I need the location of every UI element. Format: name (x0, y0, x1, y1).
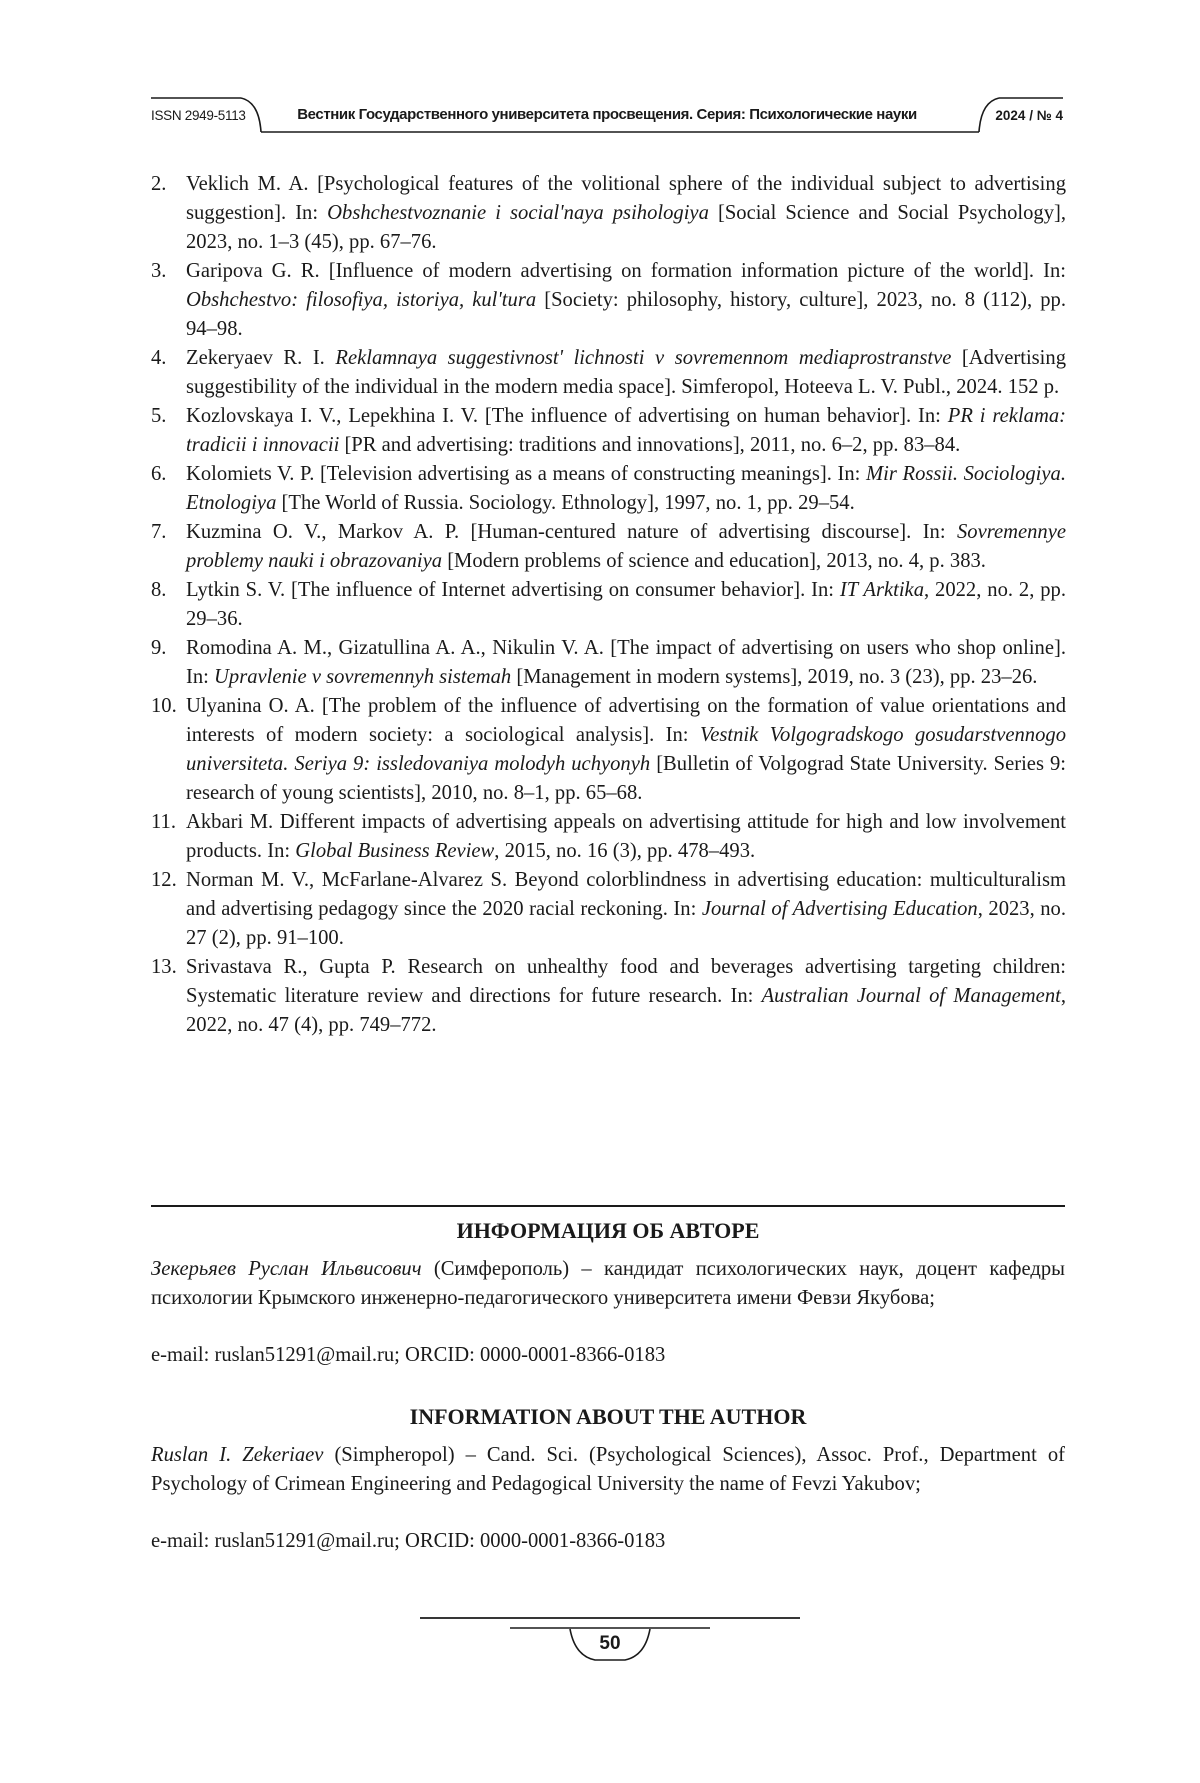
reference-text: Veklich M. A. [Psychological features of the volitional sphere of the individual subject to advertising suggestion]. In: (186, 173, 1066, 224)
reference-source: Sovremennye problemy nauki i obrazovaniya (186, 521, 1066, 572)
reference-text: Norman M. V., McFarlane-Alvarez S. Beyond colorblindness in advertising education: multiculturalism and advertising pedagogy since the 2020 racial reckoning. In: (186, 869, 1066, 920)
reference-item (151, 576, 1066, 634)
reference-source: Upravlenie v sovremennyh sistemah (214, 666, 512, 688)
running-header (151, 94, 1063, 138)
reference-text: Lytkin S. V. [The influence of Internet advertising on consumer behavior]. In: (186, 579, 840, 601)
reference-details: , 2022, no. 2, pp. 29–36. (186, 579, 1067, 630)
reference-item (151, 460, 1066, 518)
reference-item (151, 344, 1066, 402)
reference-item (151, 692, 1066, 808)
reference-details: [Modern problems of science and education], 2013, no. 4, p. 383. (442, 550, 986, 572)
reference-source: IT Arktika (839, 579, 924, 601)
page-footer (420, 1616, 800, 1676)
reference-details: [Society: philosophy, history, culture], 2023, no. 8 (112), pp. 94–98. (186, 289, 1067, 340)
reference-item (151, 257, 1066, 344)
reference-text: Srivastava R., Gupta P. Research on unhealthy food and beverages advertising targeting children: Systematic literature review and directions for future research. In: (186, 956, 1066, 1007)
reference-source: Journal of Advertising Education (701, 898, 978, 920)
reference-source: Global Business Review (295, 840, 495, 862)
reference-item (151, 808, 1066, 866)
reference-source: Vestnik Volgogradskogo gosudarstvennogo universiteta. Seriya 9: issledovaniya molodyh uchyonyh (186, 724, 1066, 775)
reference-source: Obshchestvo: filosofiya, istoriya, kul'tura (186, 289, 537, 311)
author-info-heading-en: INFORMATION ABOUT THE AUTHOR (409, 1404, 807, 1429)
reference-text: Kuzmina O. V., Markov A. P. [Human-centured nature of advertising discourse]. In: (186, 521, 957, 543)
reference-number: 4. (151, 347, 167, 369)
journal-title: Вестник Государственного университета просвещения. Серия: Психологические науки (297, 106, 917, 123)
reference-source: PR i reklama: tradicii i innovacii (186, 405, 1066, 456)
issn-label: ISSN 2949-5113 (151, 108, 246, 123)
reference-number: 5. (151, 405, 167, 427)
reference-text: Kozlovskaya I. V., Lepekhina I. V. [The influence of advertising on human behavior]. In: (186, 405, 948, 427)
reference-number: 3. (151, 260, 167, 282)
reference-source: Australian Journal of Management (761, 985, 1061, 1007)
reference-number: 8. (151, 579, 167, 601)
reference-text: Akbari M. Different impacts of advertising appeals on advertising attitude for high and low involvement products. In: (186, 811, 1066, 862)
reference-details: [Management in modern systems], 2019, no. 3 (23), pp. 23–26. (511, 666, 1038, 688)
reference-number: 7. (151, 521, 167, 543)
issue-label: 2024 / № 4 (995, 108, 1063, 123)
reference-text: Ulyanina O. A. [The problem of the influence of advertising on the formation of value orientations and interests of modern society: a sociological analysis]. In: (186, 695, 1066, 746)
reference-number: 6. (151, 463, 167, 485)
reference-number: 12. (151, 869, 177, 891)
author-description-ru: (Симферополь) – кандидат психологических наук, доцент кафедры психологии Крымского инженерно-педагогического университета имени Февзи Якубова; (151, 1258, 1065, 1309)
reference-number: 10. (151, 695, 177, 717)
reference-details: , 2015, no. 16 (3), pp. 478–493. (494, 840, 756, 862)
reference-source: Mir Rossii. Sociologiya. Etnologiya (186, 463, 1066, 514)
author-name-en: Ruslan I. Zekeriaev (151, 1444, 324, 1466)
reference-details: [Advertising suggestibility of the individual in the modern media space]. Simferopol, Hoteeva L. V. Publ., 2024. 152 p. (186, 347, 1066, 398)
author-contact-ru: e-mail: ruslan51291@mail.ru; ORCID: 0000-0001-8366-0183 (151, 1344, 666, 1366)
reference-text: Kolomiets V. P. [Television advertising as a means of constructing meanings]. In: (186, 463, 866, 485)
author-info-text-ru (151, 1255, 1065, 1313)
reference-number: 11. (151, 811, 176, 833)
reference-details: [The World of Russia. Sociology. Ethnology], 1997, no. 1, pp. 29–54. (276, 492, 855, 514)
author-description-en: (Simpheropol) – Cand. Sci. (Psychological Sciences), Assoc. Prof., Department of Psychology of Crimean Engineering and Pedagogical University the name of Fevzi Yakubov; (151, 1444, 1065, 1495)
reference-item (151, 402, 1066, 460)
reference-source: Obshchestvoznanie i social'naya psihologiya (327, 202, 709, 224)
reference-item (151, 518, 1066, 576)
reference-number: 2. (151, 173, 167, 195)
reference-details: , 2023, no. 27 (2), pp. 91–100. (186, 898, 1067, 949)
reference-item (151, 170, 1066, 257)
author-info-heading-ru: ИНФОРМАЦИЯ ОБ АВТОРЕ (456, 1218, 760, 1243)
section-divider (151, 1205, 1065, 1207)
reference-details: [Bulletin of Volgograd State University. Series 9: research of young scientists], 2010, no. 8–1, pp. 65–68. (186, 753, 1067, 804)
author-contact-en: e-mail: ruslan51291@mail.ru; ORCID: 0000-0001-8366-0183 (151, 1530, 666, 1552)
reference-number: 13. (151, 956, 177, 978)
page-number: 50 (599, 1633, 621, 1654)
reference-details: [Social Science and Social Psychology], 2023, no. 1–3 (45), pp. 67–76. (186, 202, 1066, 253)
reference-details: , 2022, no. 47 (4), pp. 749–772. (186, 985, 1066, 1036)
reference-item (151, 634, 1066, 692)
reference-item (151, 953, 1066, 1040)
reference-text: Garipova G. R. [Influence of modern advertising on formation information picture of the world]. In: (186, 260, 1066, 282)
reference-item (151, 866, 1066, 953)
reference-source: Reklamnaya suggestivnost' lichnosti v sovremennom mediaprostranstve (335, 347, 952, 369)
author-info-text-en (151, 1441, 1065, 1499)
reference-text: Zekeryaev R. I. (186, 347, 336, 369)
author-name-ru: Зекерьяев Руслан Ильвисович (151, 1258, 422, 1280)
reference-details: [PR and advertising: traditions and innovations], 2011, no. 6–2, pp. 83–84. (339, 434, 961, 456)
reference-number: 9. (151, 637, 167, 659)
reference-text: Romodina A. M., Gizatullina A. A., Nikulin V. A. [The impact of advertising on users who shop online]. In: (186, 637, 1066, 688)
reference-list (151, 170, 1066, 1040)
